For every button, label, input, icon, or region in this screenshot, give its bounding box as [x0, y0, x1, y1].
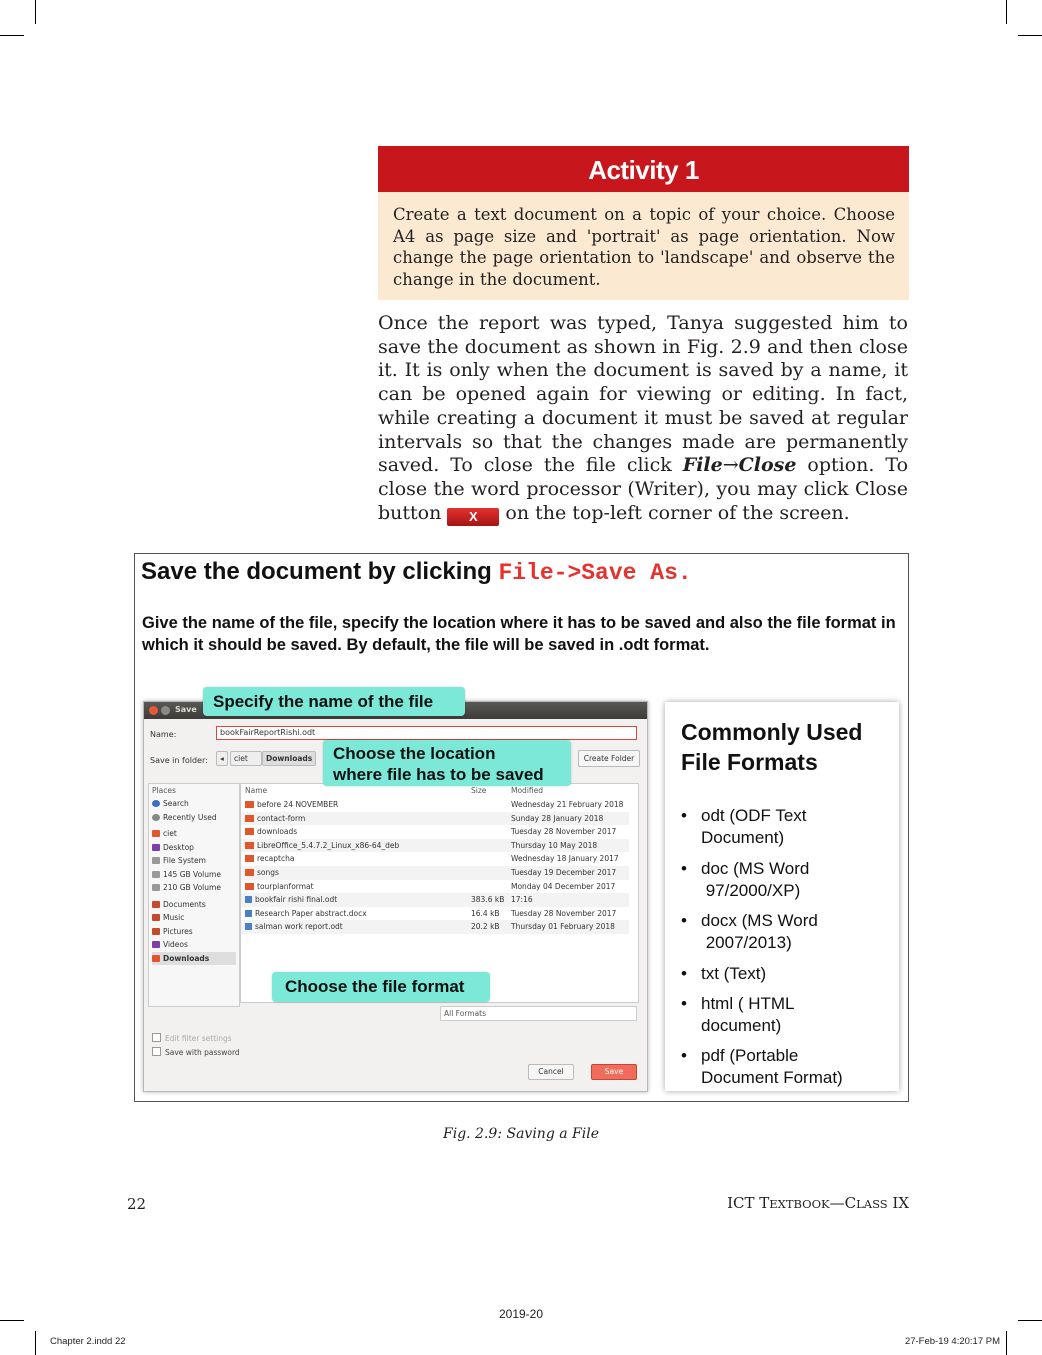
file-row[interactable]: songs Tuesday 19 December 2017 — [241, 866, 629, 880]
document-icon — [245, 923, 252, 930]
menu-file: File — [682, 454, 723, 477]
music-icon — [152, 914, 160, 921]
document-icon — [245, 910, 252, 917]
folder-icon — [245, 842, 254, 849]
para-part1: Once the report was typed, Tanya suggested him to save the document as shown in Fig. 2.9 and then close it. It is only when the document is saved by a name, it can be opened again for viewing or editing. In fact, while creating a document it must be saved at regular intervals so that the changes made are permanently saved. To close the file click — [378, 312, 908, 477]
places-header: Places — [152, 786, 176, 795]
pictures-icon — [152, 928, 160, 935]
save-button[interactable]: Save — [591, 1064, 637, 1080]
file-row[interactable]: tourplanformat Monday 04 December 2017 — [241, 880, 629, 894]
minimize-window-icon[interactable] — [161, 706, 170, 715]
place-item[interactable]: Music — [152, 911, 184, 924]
place-item[interactable]: 210 GB Volume — [152, 881, 221, 894]
formats-title: Commonly Used File Formats — [681, 719, 863, 775]
year-label: 2019-20 — [498, 1307, 544, 1321]
create-folder-button[interactable]: Create Folder — [578, 750, 640, 767]
figure-title-code: File->Save As. — [498, 560, 692, 586]
place-item[interactable]: File System — [152, 854, 206, 867]
document-icon — [245, 896, 252, 903]
crop-mark — [0, 35, 24, 36]
close-window-icon[interactable] — [149, 706, 158, 715]
place-item[interactable]: Pictures — [152, 925, 193, 938]
arrow: → — [722, 454, 739, 477]
home-folder-icon — [152, 830, 160, 837]
close-button-icon: X — [447, 508, 499, 526]
drive-icon — [152, 857, 160, 864]
place-item[interactable]: Desktop — [152, 841, 194, 854]
menu-close: Close — [738, 454, 797, 477]
file-row[interactable]: bookfair rishi final.odt 383.6 kB 17:16 — [241, 893, 629, 907]
file-format-select[interactable]: All Formats — [440, 1006, 637, 1021]
folder-icon — [245, 883, 254, 890]
folder-icon — [245, 828, 254, 835]
file-row[interactable]: contact-form Sunday 28 January 2018 — [241, 812, 629, 826]
place-item[interactable]: Search — [152, 797, 189, 810]
callout-format: Choose the file format — [272, 972, 490, 1002]
crop-mark — [1018, 35, 1042, 36]
activity-text: Create a text document on a topic of your choice. Choose A4 as page size and 'portrait' as page orientation. Now change the page orientation to 'landscape' and observe the change in the document. — [378, 192, 909, 300]
slug-right: 27-Feb-19 4:20:17 PM — [904, 1336, 1000, 1347]
desktop-icon — [152, 844, 160, 851]
places-sidebar — [148, 783, 240, 1007]
drive-icon — [152, 871, 160, 878]
filename-input[interactable]: bookFairReportRishi.odt — [216, 726, 637, 740]
slug-left: Chapter 2.indd 22 — [50, 1336, 126, 1347]
body-paragraph — [378, 312, 908, 526]
formats-panel: Commonly Used File Formats • odt (ODF Text Document) • doc (MS Word 97/2000/XP) • docx (MS Word 2007/2013) • txt (Text) • html ( HTML document) • pdf (Portable Document Format) — [665, 702, 899, 1091]
save-folder-label: Save in folder: — [150, 756, 208, 765]
place-item[interactable]: Videos — [152, 938, 188, 951]
page-number: 22 — [127, 1195, 147, 1213]
dialog-title: Save — [175, 705, 197, 714]
folder-icon — [245, 869, 254, 876]
documents-icon — [152, 901, 160, 908]
place-item[interactable]: ciet — [152, 827, 177, 840]
place-item[interactable]: Documents — [152, 898, 206, 911]
figure-title-text: Save the document by clicking — [141, 558, 499, 585]
folder-icon — [245, 815, 254, 822]
crumb-back-button[interactable]: ◂ — [216, 751, 228, 766]
para-part2: option. To close the word processor (Writer), you may click Close button — [378, 454, 909, 524]
file-row[interactable]: downloads Tuesday 28 November 2017 — [241, 825, 629, 839]
file-row[interactable]: salman work report.odt 20.2 kB Thursday 01 February 2018 — [241, 920, 629, 934]
file-row[interactable]: recaptcha Wednesday 18 January 2017 — [241, 852, 629, 866]
callout-location: Choose the location where file has to be saved — [323, 740, 571, 786]
crumb-downloads[interactable]: Downloads — [262, 751, 316, 766]
cancel-button[interactable]: Cancel — [528, 1064, 574, 1080]
crop-mark — [35, 0, 36, 24]
videos-icon — [152, 941, 160, 948]
figure-title — [141, 558, 692, 586]
figure-frame — [134, 553, 909, 1102]
folder-icon — [245, 855, 254, 862]
crop-mark — [35, 1331, 36, 1355]
folder-icon — [245, 801, 254, 808]
search-icon — [152, 800, 160, 807]
col-size[interactable]: Size — [471, 786, 487, 795]
file-list — [240, 783, 639, 1003]
col-modified[interactable]: Modified — [511, 786, 544, 795]
figure-description: Give the name of the file, specify the location where it has to be saved and also the file format in which it should be saved. By default, the file will be saved in .odt format. — [142, 614, 896, 654]
col-name[interactable]: Name — [245, 786, 268, 795]
activity-title: Activity 1 — [378, 146, 909, 192]
file-list-header — [241, 784, 629, 798]
running-footer: ICT TEXTBOOK—CLASS IX — [727, 1194, 909, 1212]
save-password-checkbox[interactable]: Save with password — [152, 1047, 240, 1057]
clock-icon — [152, 814, 160, 821]
edit-filter-checkbox[interactable]: Edit filter settings — [152, 1033, 232, 1043]
crop-mark — [1006, 0, 1007, 24]
place-item[interactable]: 145 GB Volume — [152, 868, 221, 881]
file-row[interactable]: LibreOffice_5.4.7.2_Linux_x86-64_deb Thursday 10 May 2018 — [241, 839, 629, 853]
file-row[interactable]: before 24 NOVEMBER Wednesday 21 February 2018 — [241, 798, 629, 812]
crop-mark — [1006, 1331, 1007, 1355]
drive-icon — [152, 884, 160, 891]
callout-name: Specify the name of the file — [203, 687, 465, 716]
place-item[interactable]: Recently Used — [152, 811, 217, 824]
figure-caption: Fig. 2.9: Saving a File — [443, 1126, 599, 1142]
crumb-ciet[interactable]: ciet — [230, 751, 262, 766]
name-label: Name: — [150, 730, 177, 739]
para-part3: on the top-left corner of the screen. — [499, 501, 850, 524]
downloads-icon — [152, 955, 160, 962]
file-row[interactable]: Research Paper abstract.docx 16.4 kB Tuesday 28 November 2017 — [241, 907, 629, 921]
place-item-selected[interactable]: Downloads — [152, 952, 236, 965]
